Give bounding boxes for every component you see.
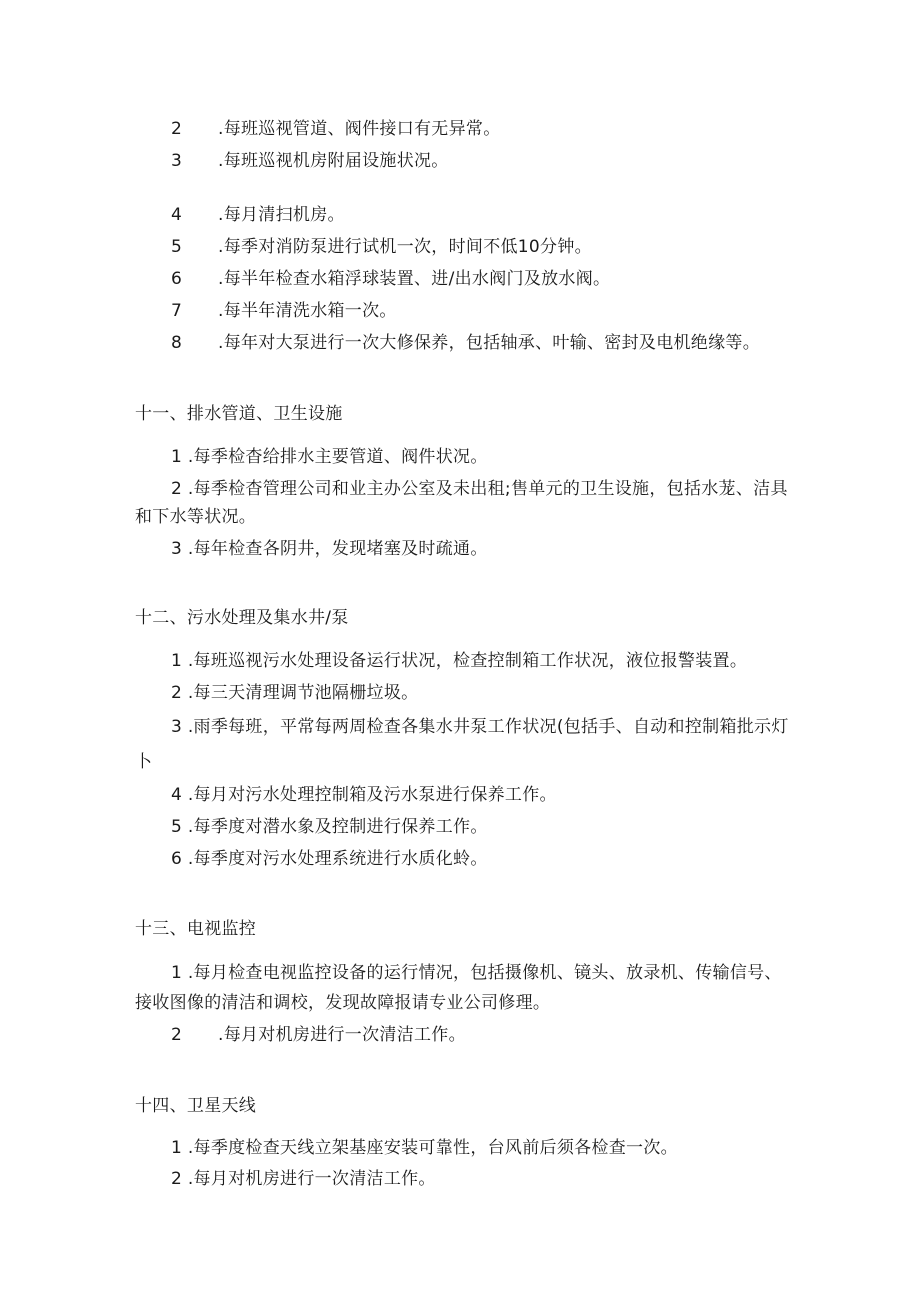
list-item: .每班巡视机房附届设施状况。 <box>218 151 449 171</box>
section-heading: 十三、电视监控 <box>135 919 257 939</box>
list-item-number: 2 <box>171 119 182 139</box>
list-item: 3 .雨季每班，平常每两周检查各集水井泵工作状况(包括手、自动和控制箱批示灯 <box>171 717 789 737</box>
list-item-number: 3 <box>171 151 182 171</box>
list-item-continuation: 和下水等状况。 <box>135 507 257 527</box>
list-item: .每月对机房进行一次清洁工作。 <box>218 1025 466 1045</box>
list-item-continuation: 接收图像的清洁和调校，发现故障报请专业公司修理。 <box>135 993 551 1013</box>
list-item: .每班巡视管道、阀件接口有无异常。 <box>218 119 501 139</box>
list-item: .每半年检查水箱浮球装置、进/出水阀门及放水阀。 <box>218 269 611 289</box>
list-item: .每月清扫机房。 <box>218 205 345 225</box>
list-item: 4 .每月对污水处理控制箱及污水泵进行保养工作。 <box>171 785 557 805</box>
list-item: .每季对消防泵进行试机一次，时间不低10分钟。 <box>218 237 592 257</box>
section-heading: 十四、卫星天线 <box>135 1096 257 1116</box>
list-item: 2 .每季检杳管理公司和业主办公室及未出租;售单元的卫生设施，包括水茏、洁具 <box>171 479 788 499</box>
list-item-number: 5 <box>171 237 182 257</box>
list-item: 3 .每年检查各阴井，发现堵塞及时疏通。 <box>171 539 488 559</box>
list-item-number: 4 <box>171 205 182 225</box>
list-item-continuation: 卜 <box>135 752 153 772</box>
list-item-number: 6 <box>171 269 182 289</box>
section-heading: 十二、污水处理及集水井/泵 <box>135 608 349 628</box>
list-item: 6 .每季度对污水处理系统进行水质化蛉。 <box>171 849 488 869</box>
list-item-number: 8 <box>171 333 182 353</box>
list-item: 2 .每三天清理调节池隔栅垃圾。 <box>171 683 419 703</box>
list-item: 1 .每月检查电视监控设备的运行情况，包括摄像机、镜头、放录机、传输信号、 <box>171 963 782 983</box>
list-item: 1 .每班巡视污水处理设备运行状况，检查控制箱工作状况，液位报警装置。 <box>171 651 748 671</box>
list-item: 1 .每季检杳给排水主要管道、阀件状况。 <box>171 447 488 467</box>
list-item: .每年对大泵进行一次大修保养，包括轴承、叶输、密封及电机绝缘等。 <box>218 333 761 353</box>
list-item-number: 7 <box>171 301 182 321</box>
list-item: 1 .每季度检查天线立架基座安装可靠性，台风前后须各检查一次。 <box>171 1138 678 1158</box>
list-item: 5 .每季度对潜水象及控制进行保养工作。 <box>171 817 488 837</box>
list-item-number: 2 <box>171 1025 182 1045</box>
list-item: 2 .每月对机房进行一次清洁工作。 <box>171 1169 436 1189</box>
list-item: .每半年清洗水箱一次。 <box>218 301 397 321</box>
section-heading: 十一、排水管道、卫生设施 <box>135 404 343 424</box>
